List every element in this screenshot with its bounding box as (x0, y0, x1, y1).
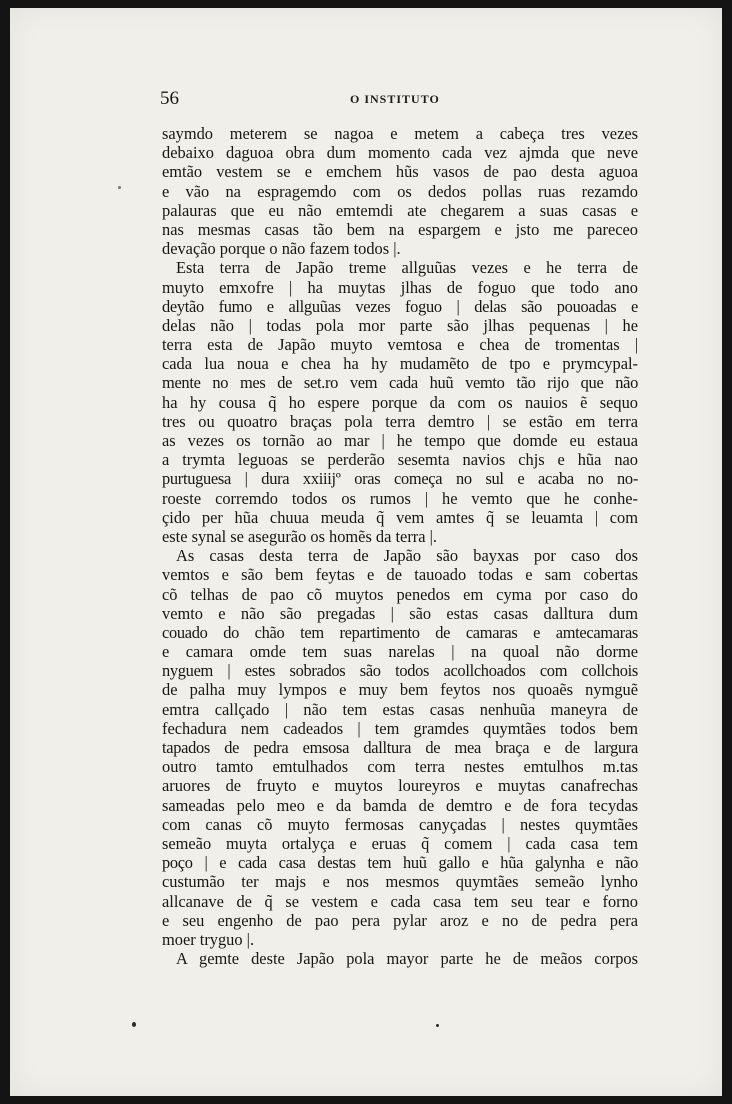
text-line: purtuguesa | dura xxiiijº oras começa no sul e acaba no no- (162, 469, 638, 489)
text-line: semeão muyta ortalyça e eruas q̃ comem | cada casa tem (162, 833, 638, 853)
text-line: ha hy cousa q̃ ho espere porque da com os nauios ẽ sequo (162, 392, 638, 412)
text-line: e vão na espragemdo com os dedos pollas ruas rezamdo (162, 181, 638, 201)
text-line: couado do chão tem repartimento de camaras e amtecamaras (162, 622, 638, 642)
text-line: tapados de pedra emsosa dalltura de mea braça e de largura (162, 738, 638, 757)
ink-speck (118, 186, 121, 189)
text-line: emtão vestem se e emchem hũs vasos de pao desta aguoa (162, 162, 638, 182)
text-line: roeste corremdo todos os rumos | he vemto que he conhe- (162, 488, 638, 508)
text-line: de palha muy lympos e muy bem feytos nos quoaẽs nymguẽ (162, 680, 638, 700)
text-line: allcanave de q̃ se vestem e cada casa tem seu tear e forno (162, 891, 638, 911)
text-line: sameadas pelo meo e da bamda de demtro e de fora tecydas (162, 795, 638, 815)
text-line: e seu engenho de pao pera pylar aroz e no de pedra pera (162, 910, 638, 930)
ink-speck (132, 1022, 136, 1027)
text-line: palauras que eu não emtemdi ate chegarem a suas casas e (162, 200, 638, 220)
text-line: fechadura nem cadeados | tem gramdes quymtães todos bem (162, 718, 638, 738)
paragraph-start: As casas desta terra de Japão são bayxas por caso dos (176, 546, 638, 566)
text-line: mente no mes de set.ro vem cada huũ vemto tão rijo que não (162, 373, 638, 393)
text-line: emtra callçado | não tem estas casas nenhuũa maneyra de (162, 699, 638, 719)
page-number: 56 (160, 88, 179, 109)
text-line: nas mesmas casas tão bem na espargem e jsto me pareceo (162, 219, 638, 239)
text-line: delas não | todas pola mor parte são jlhas pequenas | he (162, 315, 638, 335)
text-line: custumão ter majs e nos mesmos quymtães semeão lynho (162, 872, 638, 892)
text-line: moer tryguo |. (162, 929, 255, 949)
page-header (160, 88, 560, 112)
text-line: este synal se asegurão os homẽs da terra |. (162, 526, 437, 546)
text-line: terra esta de Japão muyto vemtosa e chea de tromentas | (162, 335, 638, 355)
text-line: a trymta leguoas se perderão sesemta navios chjs e hũa nao (162, 450, 638, 470)
text-line: vemtos e são bem feytas e de tauoado todas e sam cobertas (162, 565, 638, 585)
text-line: poço | e cada casa destas tem huũ gallo e hũa galynha e não (162, 853, 638, 873)
running-title: O INSTITUTO (350, 92, 440, 106)
text-line: com canas cõ muyto fermosas canyçadas | nestes quymtães (162, 814, 638, 834)
text-line: debaixo daguoa obra dum momento cada vez ajmda que neve (162, 143, 638, 163)
ink-speck (436, 1024, 439, 1027)
paragraph-start: A gemte deste Japão pola mayor parte he de meãos corpos (176, 949, 638, 969)
text-line: muyto emxofre | ha muytas jlhas de foguo que todo ano (162, 277, 638, 297)
text-line: aruores de fruyto e muytos loureyros e muytas canafrechas (162, 776, 638, 796)
paragraph-start: Esta terra de Japão treme allguũas vezes e he terra de (176, 258, 638, 278)
document-page (10, 8, 722, 1096)
text-line: vemto e não são pregadas | são estas casas dalltura dum (162, 603, 638, 623)
text-line: tres ou quoatro braças pola terra demtro | se estão em terra (162, 411, 638, 431)
text-line: çido per hũa chuua meuda q̃ vem amtes q̃ se leuamta | com (162, 507, 638, 527)
body-text (162, 124, 638, 968)
text-line: cõ telhas de pao cõ muytos penedos em cyma por caso do (162, 584, 638, 604)
text-line: saymdo meterem se nagoa e metem a cabeça tres vezes (162, 124, 638, 143)
text-line: deytão fumo e allguũas vezes foguo | delas são pouoadas e (162, 296, 638, 316)
text-line: nyguem | estes sobrados são todos acollchoados com collchois (162, 661, 638, 681)
text-line: outro tamto emtulhados com terra nestes emtulhos m.tas (162, 757, 638, 777)
text-line: as vezes os tornão ao mar | he tempo que domde eu estaua (162, 431, 638, 450)
text-line: devação porque o não fazem todos |. (162, 239, 401, 259)
text-line: cada lua noua e chea ha hy mudamẽto de tpo e prymcypal- (162, 354, 638, 374)
text-line: e camara omde tem suas narelas | na quoal não dorme (162, 642, 638, 662)
